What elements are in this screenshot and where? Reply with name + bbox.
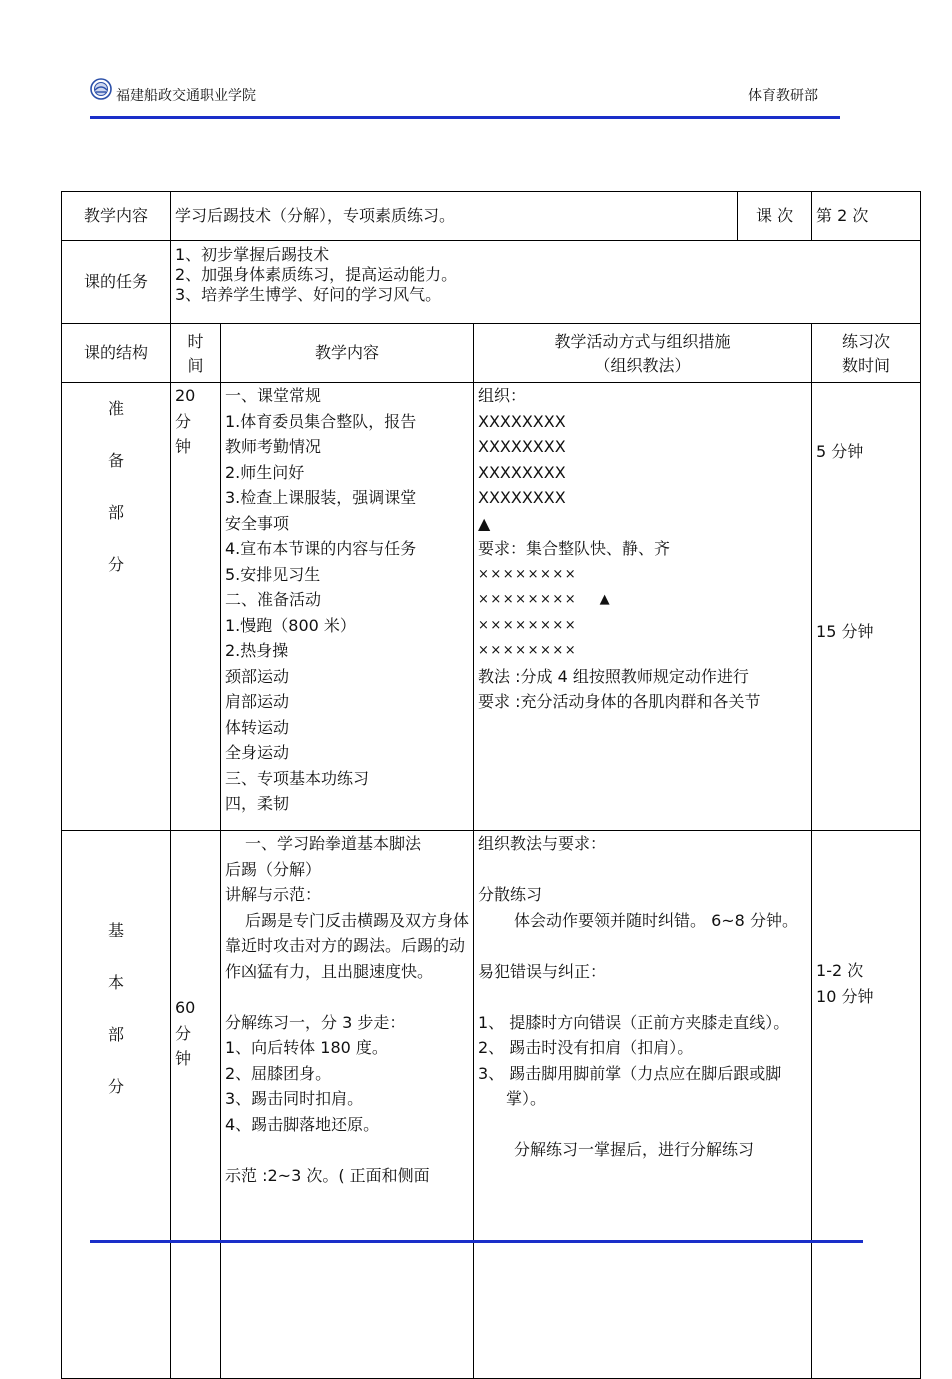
lesson-tasks-list [171,241,921,324]
task-item: 1、初步掌握后踢技术 [175,245,330,264]
header-rule [90,116,840,119]
page-header [90,74,840,114]
footer-rule [90,1240,863,1243]
session-value: 第 2 次 [812,192,921,241]
basic-time: 60 分 钟 [171,831,221,1379]
basic-content: 一、学习跆拳道基本脚法 后踢（分解） 讲解与示范： 后踢是专门反击横踢及双方身体靠近时攻击对方的踢法。后踢的动作凶猛有力，且出腿速度快。 分解练习一，分 3 步走： 1、向后转体 180 度。 2、屈膝团身。 3、踢击同时扣肩。 4、踢击脚落地还原。 示范 :2~3 次。( 正面和侧面 [221,831,474,1379]
task-item: 2、加强身体素质练习，提高运动能力。 [175,265,458,284]
header-structure: 课的结构 [62,324,171,383]
department-name: 体育教研部 [748,88,818,104]
preparation-practice: 5 分钟 15 分钟 [812,383,921,831]
preparation-method: 组织： XXXXXXXX XXXXXXXX XXXXXXXX XXXXXXXX ▲ 要求：集合整队快、静、齐 ×××××××× ×××××××× ▲ ×××××××× ×××××××× 教法 :分成 4 组按照教师规定动作进行 要求 :充分活动身体的各肌肉群和各关节 [474,383,812,831]
row-preparation-part [62,383,921,831]
row-lesson-tasks [62,241,921,324]
preparation-section-label: 准 备 部 分 [62,383,171,831]
label-teaching-content: 教学内容 [62,192,171,241]
header-time: 时 间 [171,324,221,383]
basic-method: 组织教法与要求： 分散练习 体会动作要领并随时纠错。 6~8 分钟。 易犯错误与纠正： 1、 提膝时方向错误（正前方夹膝走直线）。 2、 踢击时没有扣肩（扣肩）。 3、 踢击脚用脚前掌（力点应在脚后跟或脚掌）。 分解练习一掌握后，进行分解练习 [474,831,812,1379]
label-lesson-tasks: 课的任务 [62,241,171,324]
task-item: 3、培养学生博学、好问的学习风气。 [175,285,442,304]
basic-practice: 1-2 次 10 分钟 [812,831,921,1379]
preparation-content: 一、课堂常规 1.体育委员集合整队，报告 教师考勤情况 2.师生问好 3.检查上课服装，强调课堂 安全事项 4.宣布本节课的内容与任务 5.安排见习生 二、准备活动 1.慢跑（800 米） 2.热身操 颈部运动 肩部运动 体转运动 全身运动 三、专项基本功练习 四，柔韧 [221,383,474,831]
row-basic-part [62,831,921,1379]
school-name: 福建船政交通职业学院 [116,88,256,104]
header-practice: 练习次 数时间 [812,324,921,383]
school-logo-icon [90,78,112,100]
header-method: 教学活动方式与组织措施 （组织教法） [474,324,812,383]
teacher-triangle-icon: ▲ [478,513,491,533]
label-session: 课 次 [738,192,812,241]
row-column-headers [62,324,921,383]
basic-section-label: 基 本 部 分 [62,831,171,1379]
header-content: 教学内容 [221,324,474,383]
teaching-content-value: 学习后踢技术（分解），专项素质练习。 [171,192,738,241]
row-teaching-content [62,192,921,241]
lesson-plan-table [61,191,921,1379]
preparation-time: 20 分 钟 [171,383,221,831]
